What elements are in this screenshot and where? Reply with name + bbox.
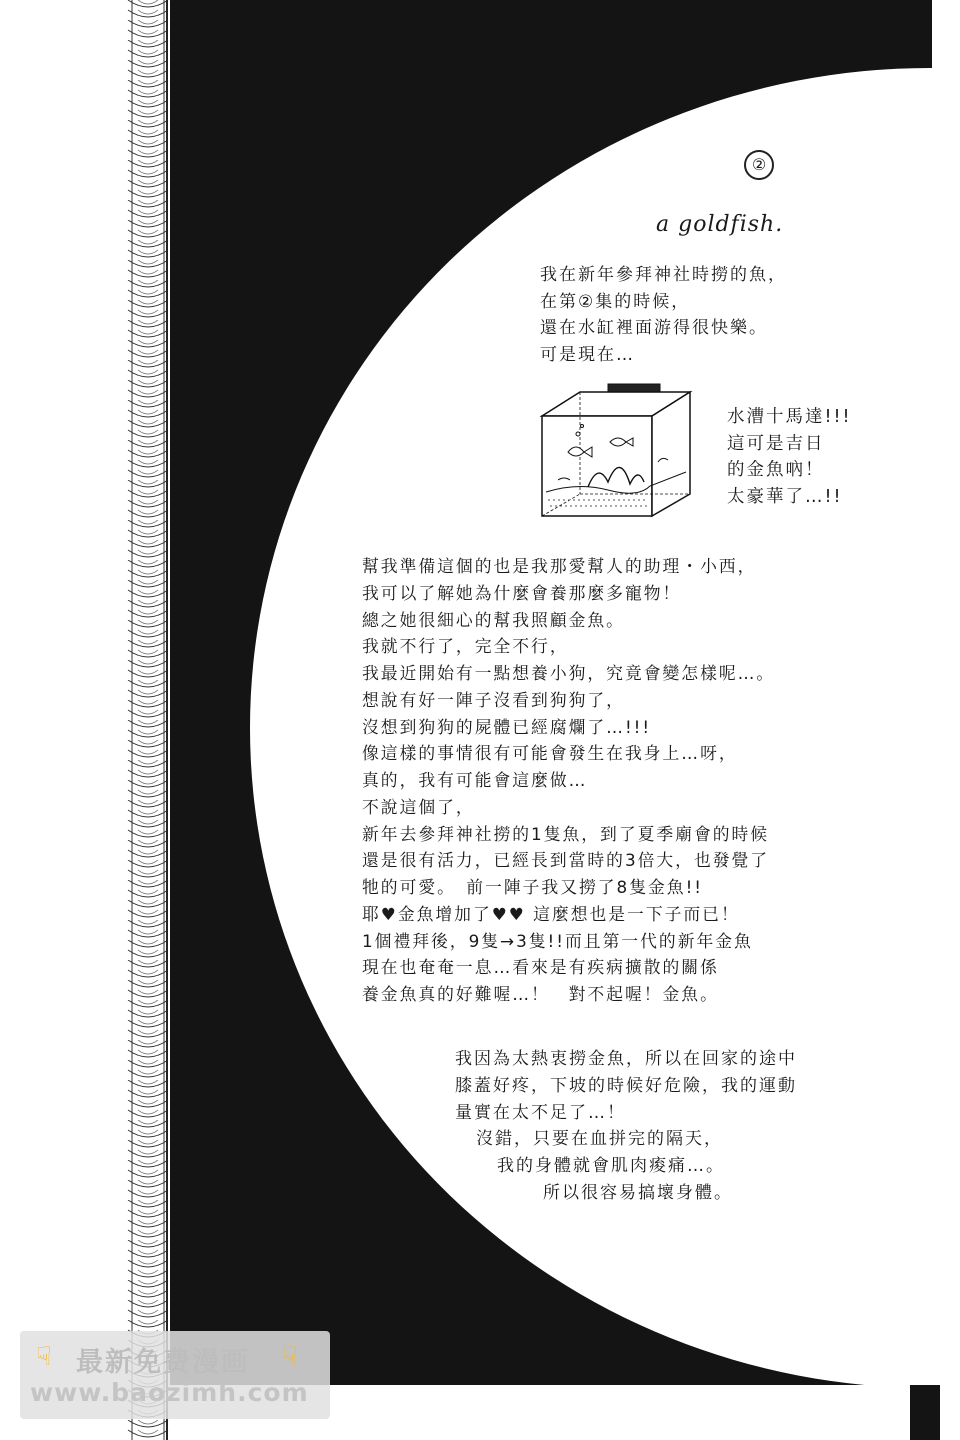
text-line: 量實在太不足了…！ <box>455 1102 626 1123</box>
text-line: 養金魚真的好難喔…！ 對不起喔！金魚。 <box>362 984 719 1004</box>
text-line: 水漕十馬達!!! <box>727 407 852 427</box>
text-line: 的金魚吶！ <box>727 460 825 480</box>
watermark-title[interactable]: 最新免费漫画 <box>76 1347 250 1378</box>
watermark-url[interactable]: www.baozimh.com <box>30 1378 309 1407</box>
text-line: 沒想到狗狗的屍體已經腐爛了…!!! <box>362 716 652 737</box>
pointing-hand-icon: ☟ <box>282 1342 298 1372</box>
text-line: 這可是吉日 <box>727 433 825 454</box>
fish-tank-icon <box>538 382 698 528</box>
lace-border <box>126 0 170 1440</box>
text-line: 在第②集的時候， <box>540 291 691 312</box>
text-line: 真的，我有可能會這麼做… <box>362 770 588 790</box>
text-line: 太豪華了…!! <box>727 486 843 507</box>
pointing-hand-icon: ☟ <box>36 1342 52 1372</box>
text-line: 所以很容易搞壞身體。 <box>543 1182 733 1203</box>
text-line: 還在水缸裡面游得很快樂。 <box>540 318 768 339</box>
text-line: 想說有好一陣子沒看到狗狗了， <box>362 689 625 710</box>
text-line: 不說這個了， <box>362 796 475 817</box>
text-line: 我的身體就會肌肉痠痛…。 <box>497 1156 725 1177</box>
black-edge-strip <box>910 1385 940 1440</box>
text-line: 像這樣的事情很有可能會發生在我身上…呀， <box>362 743 738 764</box>
text-line: 1個禮拜後，9隻→3隻!!而且第一代的新年金魚 <box>362 930 753 951</box>
text-line: 我因為太熱衷撈金魚，所以在回家的途中 <box>455 1049 797 1069</box>
page-title: a goldfish. <box>656 212 784 237</box>
tank-caption <box>727 404 852 510</box>
outro-text <box>455 1046 797 1207</box>
text-line: 總之她很細心的幫我照顧金魚。 <box>362 609 625 630</box>
text-line: 牠的可愛。 前一陣子我又撈了8隻金魚!! <box>362 877 704 897</box>
text-line: 我最近開始有一點想養小狗，究竟會變怎樣呢…。 <box>362 663 776 683</box>
text-line: 沒錯，只要在血拼完的隔天， <box>476 1129 723 1150</box>
main-text <box>362 553 775 1008</box>
text-line: 可是現在… <box>540 344 635 365</box>
text-line: 我可以了解她為什麼會養那麼多寵物！ <box>362 582 682 603</box>
text-line: 新年去參拜神社撈的1隻魚，到了夏季廟會的時候 <box>362 823 770 844</box>
intro-text <box>540 262 787 368</box>
text-line: 幫我準備這個的也是我那愛幫人的助理・小西， <box>362 556 757 576</box>
text-line: 我就不行了，完全不行， <box>362 636 569 657</box>
text-line: 還是很有活力，已經長到當時的3倍大，也發覺了 <box>362 850 770 871</box>
text-line: 我在新年參拜神社時撈的魚， <box>540 265 787 285</box>
text-line: 膝蓋好疼，下坡的時候好危險，我的運動 <box>455 1075 797 1096</box>
text-line: 現在也奄奄一息…看來是有疾病擴散的關係 <box>362 957 719 978</box>
chapter-number: ② <box>744 150 774 180</box>
text-line: 耶♥金魚增加了♥♥ 這麼想也是一下子而已！ <box>362 903 740 924</box>
